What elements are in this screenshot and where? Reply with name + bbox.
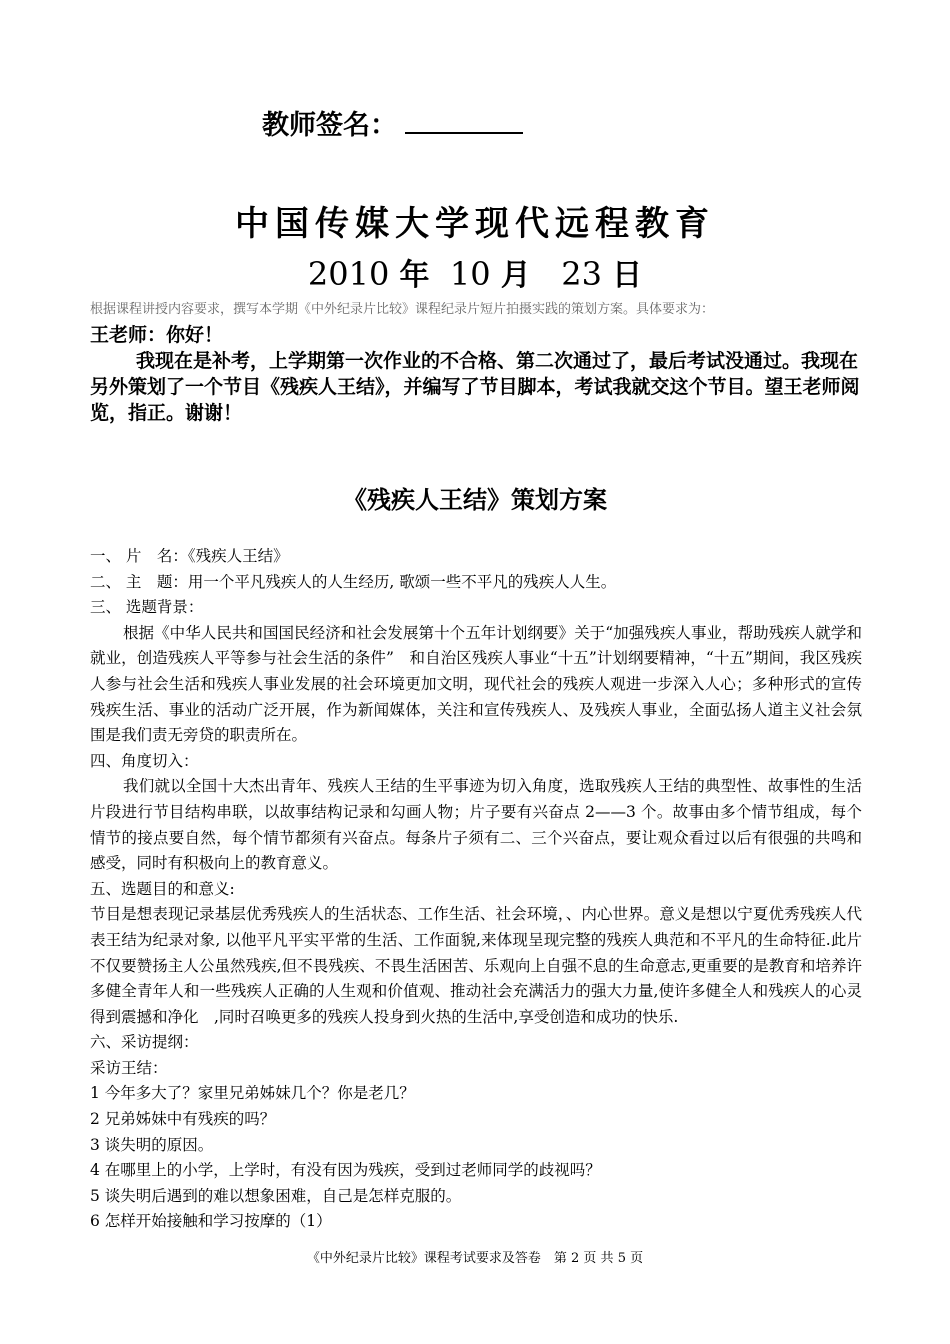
assignment-instruction: 根据课程讲授内容要求，撰写本学期《中外纪录片比较》课程纪录片短片拍摄实践的策划方案。具体要求为： <box>90 302 715 317</box>
teacher-signature <box>262 103 523 142</box>
interview-question: 2 兄弟姊妹中有残疾的吗？ <box>90 1110 276 1129</box>
section-purpose-body: 节目是想表现记录基层优秀残疾人的生活状态、工作生活、社会环境，、内心世界。意义是想以宁夏优秀残疾人代表王结为纪录对象, 以他平凡平实平常的生活、工作面貌,来体现呈现完整的残疾人典范和不平凡的生命特征.此片不仅要赞扬主人公虽然残疾,但不畏残疾、不畏生活困苦、乐观向上自强不息的生命意志,更重要的是教育和培养许多健全青年人和一些残疾人正确的人生观和价值观、推动社会充满活力的强大力量,使许多健全人和残疾人的心灵得到震撼和净化 ,同时召唤更多的残疾人投身到火热的生活中,享受创造和成功的快乐. <box>90 905 862 1026</box>
date-month: 10 <box>449 255 491 293</box>
interview-question: 6 怎样开始接触和学习按摩的（1） <box>90 1212 332 1231</box>
section-purpose-heading: 五、选题目的和意义: <box>90 879 235 898</box>
exam-date <box>0 250 950 294</box>
plan-content <box>90 544 862 1235</box>
date-day: 23 <box>561 255 602 293</box>
interview-question: 5 谈失明后遇到的难以想象困难，自己是怎样克服的。 <box>90 1186 462 1205</box>
page-footer: 《中外纪录片比较》课程考试要求及答卷 第 2 页 共 5 页 <box>306 1251 644 1266</box>
signature-blank-line <box>405 106 523 134</box>
interview-question: 1 今年多大了？家里兄弟姊妹几个？你是老几？ <box>90 1084 415 1103</box>
section-angle-heading: 四、角度切入： <box>90 751 199 770</box>
signature-label: 教师签名： <box>262 110 397 141</box>
interview-question: 3 谈失明的原因。 <box>90 1135 214 1154</box>
letter-greeting: 王老师：你好！ <box>90 324 224 346</box>
date-day-unit: 日 <box>612 258 643 293</box>
school-name: 中国传媒大学现代远程教育 <box>235 204 715 244</box>
student-letter <box>90 322 862 426</box>
interview-subject: 采访王结： <box>90 1058 168 1077</box>
letter-body: 我现在是补考，上学期第一次作业的不合格、第二次通过了，最后考试没通过。我现在另外策划了一个节目《残疾人王结》，并编写了节目脚本，考试我就交这个节目。望王老师阅览，指正。谢谢！ <box>90 350 860 424</box>
plan-title: 《残疾人王结》策划方案 <box>343 486 607 514</box>
interview-question: 4 在哪里上的小学，上学时，有没有因为残疾，受到过老师同学的歧视吗？ <box>90 1161 601 1180</box>
section-angle-body: 我们就以全国十大杰出青年、残疾人王结的生平事迹为切入角度，选取残疾人王结的典型性、故事性的生活片段进行节目结构串联，以故事结构记录和勾画人物；片子要有兴奋点 2——3 个。故事由多个情节组成，每个情节的接点要自然，每个情节都须有兴奋点。每条片子须有二、三个兴奋点，要让观众看过以后有很强的共鸣和感受，同时有积极向上的教育意义。 <box>90 777 862 873</box>
section-background-body: 根据《中华人民共和国国民经济和社会发展第十个五年计划纲要》关于“加强残疾人事业，帮助残疾人就学和就业，创造残疾人平等参与社会生活的条件” 和自治区残疾人事业“十五”计划纲要精神，“十五”期间，我区残疾人参与社会生活和残疾人事业发展的社会环境更加文明，现代社会的残疾人观进一步深入人心；多种形式的宣传残疾生活、事业的活动广泛开展，作为新闻媒体，关注和宣传残疾人、及残疾人事业，全面弘扬人道主义社会氛围是我们责无旁贷的职责所在。 <box>90 623 862 745</box>
section-interview-heading: 六、采访提纲： <box>90 1033 199 1052</box>
date-year-unit: 年 <box>399 258 430 293</box>
date-month-unit: 月 <box>500 258 531 293</box>
section-theme: 二、 主 题：用一个平凡残疾人的人生经历, 歌颂一些不平凡的残疾人人生。 <box>90 572 617 591</box>
date-year: 2010 <box>307 255 390 293</box>
section-background-heading: 三、 选题背景： <box>90 598 204 617</box>
section-film-name: 一、 片 名：《残疾人王结》 <box>90 547 289 565</box>
